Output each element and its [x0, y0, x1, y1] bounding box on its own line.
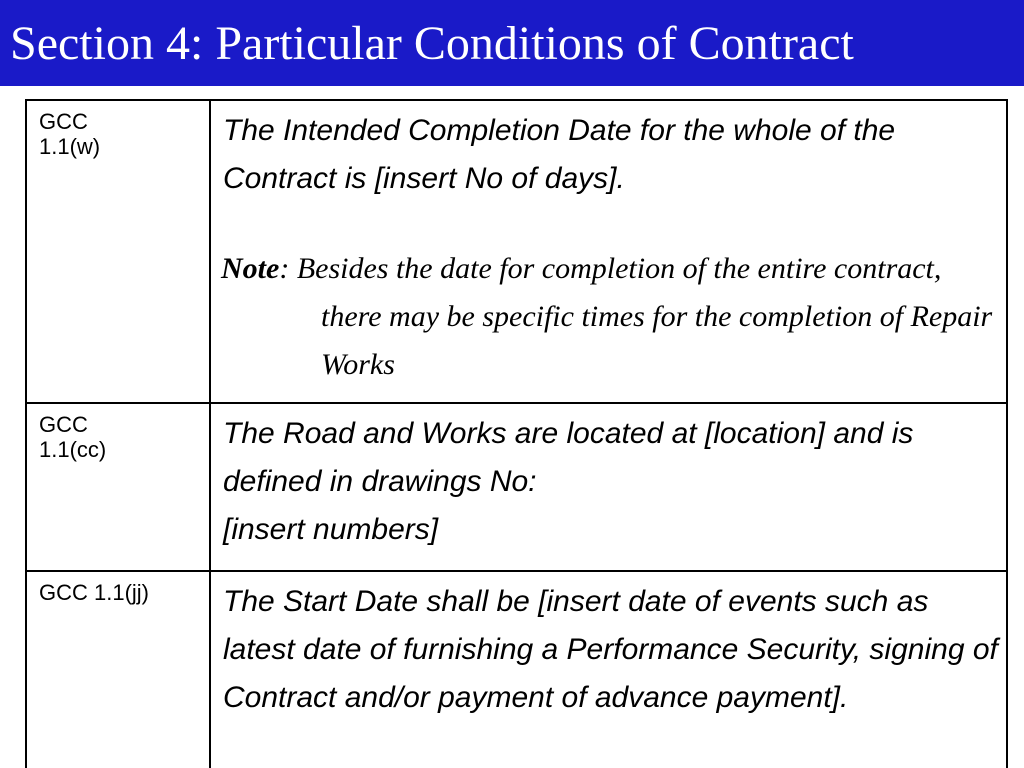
clause-cell [26, 571, 210, 768]
condition-cell [210, 100, 1007, 403]
clause-cell [26, 403, 210, 571]
note-text: : Besides the date for completion of the entire contract, there may be specific times for the completion of Repair Works [279, 252, 993, 381]
condition-text: The Road and Works are located at [location] and is defined in drawings No: [223, 417, 914, 498]
condition-note [221, 245, 1002, 389]
clause-reference: GCC 1.1(cc) [39, 412, 107, 462]
table-row [26, 403, 1007, 571]
note-label: Note [221, 252, 280, 285]
condition-cell [210, 571, 1007, 768]
clause-reference: GCC 1.1(jj) [39, 580, 150, 605]
table-row [26, 100, 1007, 403]
slide-title: Section 4: Particular Conditions of Contract [10, 17, 854, 70]
table-row [26, 571, 1007, 768]
condition-text: The Intended Completion Date for the whole of the Contract is [insert No of days]. [223, 114, 896, 195]
condition-cell [210, 403, 1007, 571]
conditions-table [25, 99, 1008, 768]
clause-reference: GCC 1.1(w) [39, 109, 101, 159]
clause-cell [26, 100, 210, 403]
condition-text-line2: [insert numbers] [223, 513, 439, 546]
title-bar [0, 0, 1024, 86]
condition-text: The Start Date shall be [insert date of events such as latest date of furnishing a Performance Security, signing of Contract and/or payment of advance payment]. [223, 585, 998, 714]
